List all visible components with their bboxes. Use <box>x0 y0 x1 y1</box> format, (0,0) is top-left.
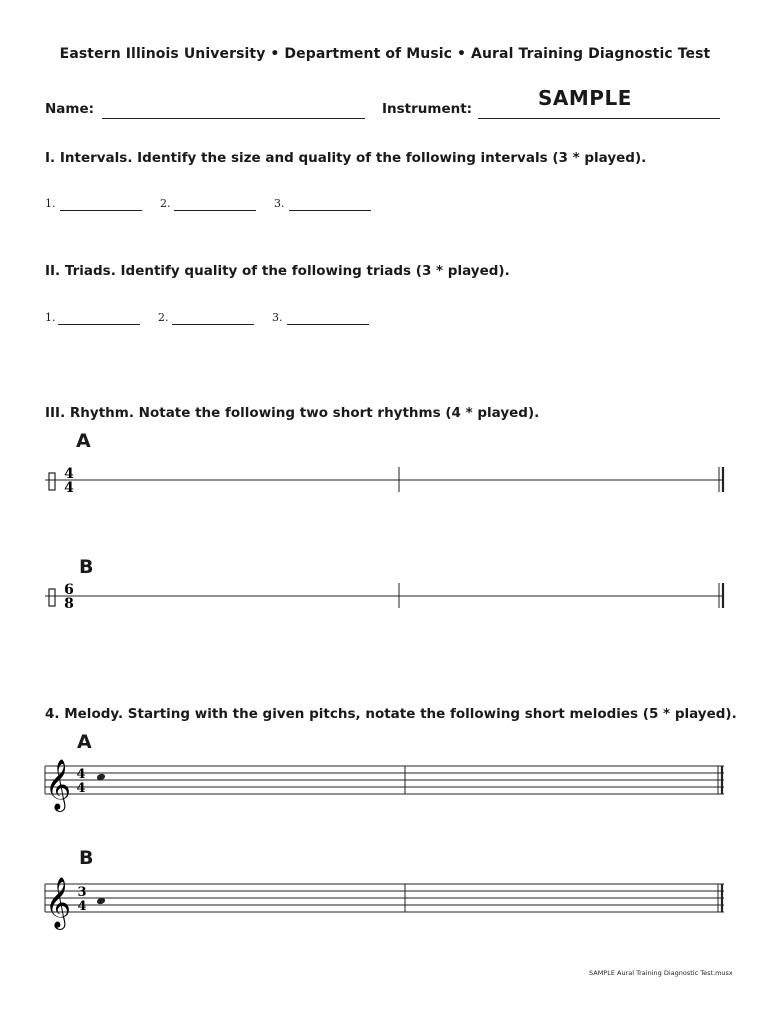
interval-item-1-label: 1. <box>45 197 56 210</box>
melody-a-staff[interactable] <box>45 759 724 812</box>
rhythm-b-label: B <box>79 556 94 578</box>
triad-item-3-label: 3. <box>272 311 283 324</box>
instrument-label: Instrument: <box>382 101 473 117</box>
instrument-value: SAMPLE <box>538 86 632 110</box>
rhythm-b-staff[interactable] <box>45 582 724 612</box>
melody-section-title: 4. Melody. Starting with the given pitchs, notate the following short melodies (5 * played). <box>45 706 737 722</box>
time-sig-top: 4 <box>76 767 86 782</box>
intervals-section-title: I. Intervals. Identify the size and quality of the following intervals (3 * played). <box>45 150 647 166</box>
interval-item-2-label: 2. <box>160 197 171 210</box>
triad-item-2-label: 2. <box>158 311 169 324</box>
time-sig-bottom: 4 <box>64 480 74 496</box>
rhythm-a-label: A <box>76 430 91 452</box>
rhythm-section-title: III. Rhythm. Notate the following two short rhythms (4 * played). <box>45 405 540 421</box>
footer-filename: SAMPLE Aural Training Diagnostic Test.musx <box>589 969 733 977</box>
time-sig-top: 6 <box>64 582 74 598</box>
melody-b-label: B <box>79 847 94 869</box>
melody-a-label: A <box>77 731 92 753</box>
time-sig-top: 4 <box>64 466 74 482</box>
percussion-clef-icon <box>49 473 55 490</box>
page-title: Eastern Illinois University • Department of Music • Aural Training Diagnostic Test <box>59 46 711 62</box>
time-sig-bottom: 4 <box>77 899 87 914</box>
treble-clef-icon: 𝄞 <box>44 877 72 928</box>
triads-section-title: II. Triads. Identify quality of the following triads (3 * played). <box>45 263 510 279</box>
name-label: Name: <box>45 101 95 117</box>
interval-item-3-label: 3. <box>274 197 285 210</box>
treble-clef-icon: 𝄞 <box>44 759 72 810</box>
time-sig-top: 3 <box>77 885 87 900</box>
time-sig-bottom: 8 <box>64 596 74 612</box>
time-sig-bottom: 4 <box>76 781 86 796</box>
melody-b-staff[interactable] <box>45 877 724 930</box>
percussion-clef-icon <box>49 589 55 606</box>
rhythm-a-staff[interactable] <box>45 466 724 496</box>
triad-item-1-label: 1. <box>45 311 56 324</box>
